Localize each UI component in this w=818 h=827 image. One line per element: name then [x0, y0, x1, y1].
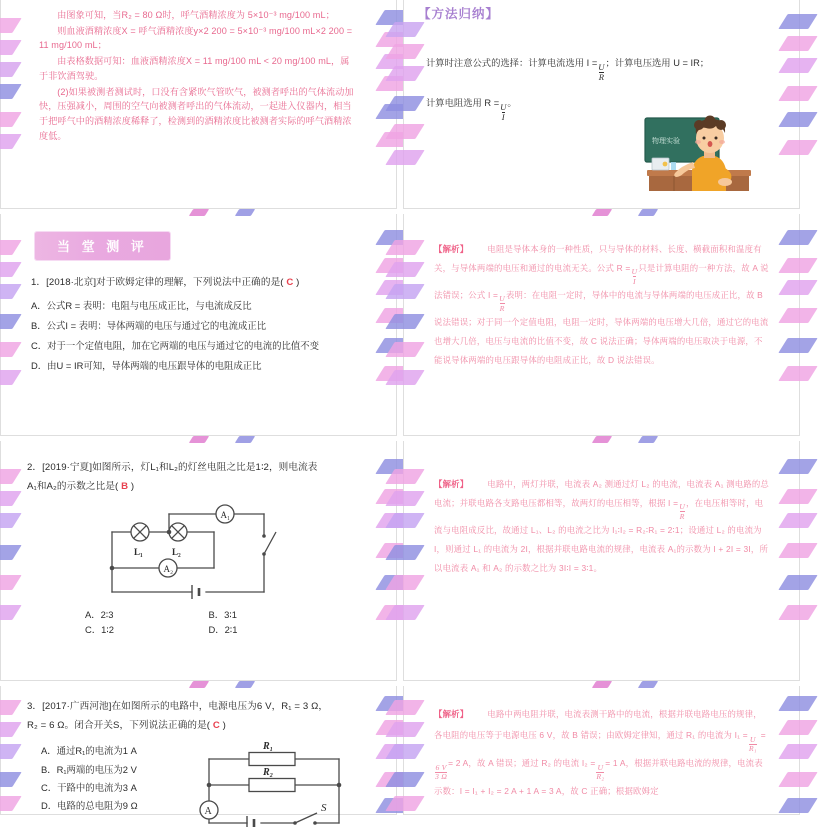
quiz-1-question-text: 1．[2018·北京]对于欧姆定律的理解，下列说法中正确的是(	[31, 277, 284, 288]
analysis-3-body-1: 电路中两电阻并联，电流表测干路中的电流，根据并联电路电压的规律，各电阻的电压等于电源电压 6 V，故 B 错误；由欧姆定律知，通过 R₁ 的电流为 I₁ =	[434, 709, 762, 741]
slide-card-4[interactable]	[403, 214, 800, 436]
analysis-3-tag: 【解析】	[434, 709, 469, 719]
quiz-2-options	[27, 607, 370, 637]
quiz-2-option-d[interactable]: D．2∶1	[208, 624, 238, 636]
formula-line-1-lhs: I =	[586, 58, 598, 68]
slide-card-8[interactable]	[403, 686, 800, 815]
lamp-L1-symbol	[131, 523, 149, 541]
section-ribbon-quiz: 当 堂 测 评	[35, 232, 170, 260]
battery-symbol	[247, 816, 254, 827]
formula-line-2-suffix: 。	[507, 98, 517, 109]
quiz-1-option-b[interactable]: B．公式I = 表明：导体两端的电压与通过它的电流成正比	[31, 319, 267, 331]
quiz-2-question-line-1: 2．[2019·宁夏]如图所示，灯L₁和L₂的灯丝电阻之比是1∶2，则电流表	[27, 462, 318, 473]
ammeter-A2-symbol	[159, 559, 177, 577]
analysis-3-body-3: = 1 A，根据并联电路电流的规律，电流表示数：I = I₁ + I₂ = 2 A + 1 A = 3 A，故 C 正确；根据欧姆定	[434, 758, 763, 797]
quiz-3-option-a[interactable]: A．通过R₁的电流为1 A	[41, 745, 137, 757]
formula-block	[404, 22, 799, 122]
quiz-2-question-close: )	[130, 480, 135, 492]
method-summary-title: 【方法归纳】	[418, 7, 500, 21]
ammeter-A1-symbol	[216, 505, 234, 523]
switch-symbol	[262, 532, 276, 556]
quiz-1-option-a[interactable]: A．公式R = 表明：电阻与电压成正比，与电流成反比	[31, 299, 252, 311]
battery-symbol	[192, 585, 199, 599]
quiz-2-option-c[interactable]: C．1∶2	[85, 624, 115, 636]
analysis-1-block	[434, 240, 769, 370]
quiz-1-options	[31, 296, 378, 377]
quiz-3-answer: C	[212, 719, 220, 731]
ammeter-A1-label: A₁	[220, 510, 230, 521]
analysis-1-body-1: 电阻是导体本身的一种性质，只与导体的材料、长度、横截面积和温度有关，与导体两端的电压和通过的电流无关。公式 R =	[434, 244, 762, 273]
teacher-illustration	[641, 112, 759, 198]
ammeter-A2-label: A₂	[163, 564, 173, 575]
switch-label: S	[321, 802, 327, 815]
switch-symbol	[293, 813, 317, 825]
analysis-2-block	[434, 475, 769, 578]
solution-line-3: 由表格数据可知：血液酒精浓度X = 11 mg/100 mL < 20 mg/100 mL，属于非饮酒驾驶。	[39, 56, 350, 81]
resistor-R2-symbol	[249, 779, 295, 792]
formula-line-1-suffix: U = IR；	[673, 58, 710, 68]
fraction-u-over-r: $\frac{U}{R}$	[679, 502, 686, 521]
quiz-3-question-line-2: R₂ = 6 Ω。闭合开关S，下列说法正确的是(	[27, 719, 211, 731]
analysis-1-body-3: 表明：在电阻一定时，导体中的电流与导体两端的电压成正比，故 B 说法错误；对于同一个定值电阻，电阻一定时，导体两端的电压增大几倍，通过它的电流也增大几倍，电压与电流的比值不变，故 C 说法正确；导体两端的电压取决于电源，不能说导体两端的电压跟导体的电阻成正比，故 D 说法错误。	[434, 289, 769, 365]
circuit-node	[109, 566, 114, 571]
quiz-1-question-close: )	[296, 277, 300, 288]
solution-text-block	[39, 8, 358, 143]
quiz-1-answer: C	[286, 277, 294, 288]
quiz-2-question-line-2: A₁和A₂的示数之比是(	[27, 480, 119, 492]
analysis-3-block: 【解析】 电路中两电阻并联，电流表测干路中的电流，根据并联电路电压的规律，各电阻的电压等于电源电压 6 V，故 B 错误；由欧姆定律知，通过 R₁ 的电流为 I₁ = $\frac{U}{\text{R₁}}$ = $\frac{6 V}{3 \Omega}$ = 2 A，故 A 错误；通过 R₂ 的电流 I₂ = $\frac{U}{\text{R₂}}$ = 1 A，根据并联电路电流的规律，电流表示数：I = I₁ + I₂ = 2 A + 1 A = 3 A，故 C 正确；根据欧姆定	[434, 709, 766, 797]
analysis-3-body-2: = 2 A，故 A 错误；通过 R₂ 的电流 I₂ =	[448, 758, 596, 769]
circuit-node	[207, 783, 212, 788]
analysis-1-body-2: 只是计算电阻的一种方法，故 A 说法错误；公式 I =	[434, 262, 769, 300]
slide-card-6[interactable]	[403, 441, 800, 681]
formula-line-1-mid: ；计算电压选用	[605, 58, 671, 68]
fraction-6v-over-3ohm: $\frac{6 V}{3 \Omega}$	[435, 762, 448, 782]
formula-line-1-prefix: 计算时注意公式的选择：计算电流选用	[426, 58, 585, 68]
slide-card-7[interactable]	[0, 686, 397, 818]
fraction-u-over-r2: $\frac{U}{\text{R₂}}$	[596, 762, 605, 782]
circuit-diagram-parallel-lamps	[84, 500, 314, 605]
blackboard-text: 物理实验	[652, 138, 680, 145]
lamp-L2-symbol	[169, 523, 187, 541]
quiz-3-option-b[interactable]: B．R₁两端的电压为2 V	[41, 763, 137, 775]
analysis-2-tag: 【解析】	[434, 479, 469, 489]
quiz-1-option-c[interactable]: C．对于一个定值电阻，加在它两端的电压与通过它的电流的比值不变	[31, 340, 320, 352]
quiz-3-question-line-1: 3．[2017·广西河池]在如图所示的电路中，电源电压为6 V，R₁ = 3 Ω，	[27, 701, 329, 712]
quiz-3-question	[27, 698, 370, 735]
circuit-diagram-parallel-resistors	[191, 741, 361, 827]
quiz-3-options	[41, 742, 191, 815]
analysis-2-body-1: 电路中，两灯并联，电流表 A₂ 测通过灯 L₂ 的电流，电流表 A₁ 测电路的总电流；并联电路各支路电压都相等，故两灯的电压相等，根据 I =	[434, 479, 769, 508]
fraction-u-over-r: $\frac{U}{R}$	[499, 294, 505, 313]
quiz-3-option-c[interactable]: C．干路中的电流为3 A	[41, 782, 137, 794]
quiz-1-option-d[interactable]: D．由U = IR可知，导体两端的电压跟导体的电阻成正比	[31, 360, 262, 372]
circuit-node	[166, 530, 171, 535]
formula-line-2-lhs: R =	[484, 98, 500, 109]
analysis-1-tag: 【解析】	[434, 244, 469, 254]
formula-line-1	[426, 48, 799, 82]
lamp-L2-label: L₂	[171, 547, 181, 558]
quiz-3-question-close: )	[222, 719, 226, 731]
quiz-3-option-d[interactable]: D．电路的总电阻为9 Ω	[41, 800, 138, 812]
solution-line-2: 则血液酒精浓度X = 呼气酒精浓度y×2 200 = 5×10⁻³ mg/100 mL×2 200 = 11 mg/100 mL；	[39, 25, 353, 51]
quiz-1-question	[31, 274, 378, 293]
resistor-R1-symbol	[249, 753, 295, 766]
ammeter-label: A	[204, 806, 212, 818]
quiz-2-option-a[interactable]: A．2∶3	[85, 609, 114, 621]
resistor-R1-label: R₁	[263, 741, 274, 753]
quiz-2-question	[27, 459, 370, 496]
slide-card-2[interactable]	[403, 0, 800, 209]
fraction-u-over-r1: $\frac{U}{\text{R₁}}$	[748, 734, 757, 754]
circuit-node	[337, 783, 342, 788]
analysis-2-body-2: ，在电压相等时，电流与电阻成反比，故通过 L₁、L₂ 的电流之比为 I₁∶I₂ = R₂∶R₁ = 2∶1；设通过 L₂ 的电流为 I，则通过 L₁ 的电流为 2I，根据并联电路电流的规律，电流表 A₁的示数为 I + 2I = 3I，所以电流表 A₁ 和 A₂ 的示数之比为 3I∶I = 3∶1。	[434, 497, 769, 573]
slide-card-3[interactable]	[0, 214, 397, 436]
fraction-u-over-r: $\frac{U}{R}$	[598, 61, 605, 83]
resistor-R2-label: R₂	[263, 767, 274, 779]
quiz-2-option-b[interactable]: B．3∶1	[208, 609, 237, 621]
fraction-u-over-i: $\frac{U}{I}$	[500, 101, 507, 123]
slide-card-5[interactable]	[0, 441, 397, 681]
lamp-L1-label: L₁	[133, 547, 143, 558]
slide-card-1[interactable]	[0, 0, 397, 209]
formula-line-2-prefix: 计算电阻选用	[426, 98, 482, 109]
fraction-u-over-i: $\frac{U}{I}$	[631, 267, 638, 286]
quiz-2-answer: B	[121, 480, 129, 492]
solution-line-1: 由图象可知，当R₂ = 80 Ω时，呼气酒精浓度为 5×10⁻³ mg/100 mL；	[57, 10, 335, 20]
solution-line-4: (2)如果被测者测试时，口没有含紧吹气管吹气，被测者呼出的气体流动加快，压强减小，周围的空气向被测者呼出的气体流动，一起进入仪器内，相当于把呼气中的酒精浓度稀释了，检测到的酒精浓度比被测者实际的呼气酒精浓度低。	[39, 86, 354, 141]
ammeter-symbol	[200, 801, 218, 819]
